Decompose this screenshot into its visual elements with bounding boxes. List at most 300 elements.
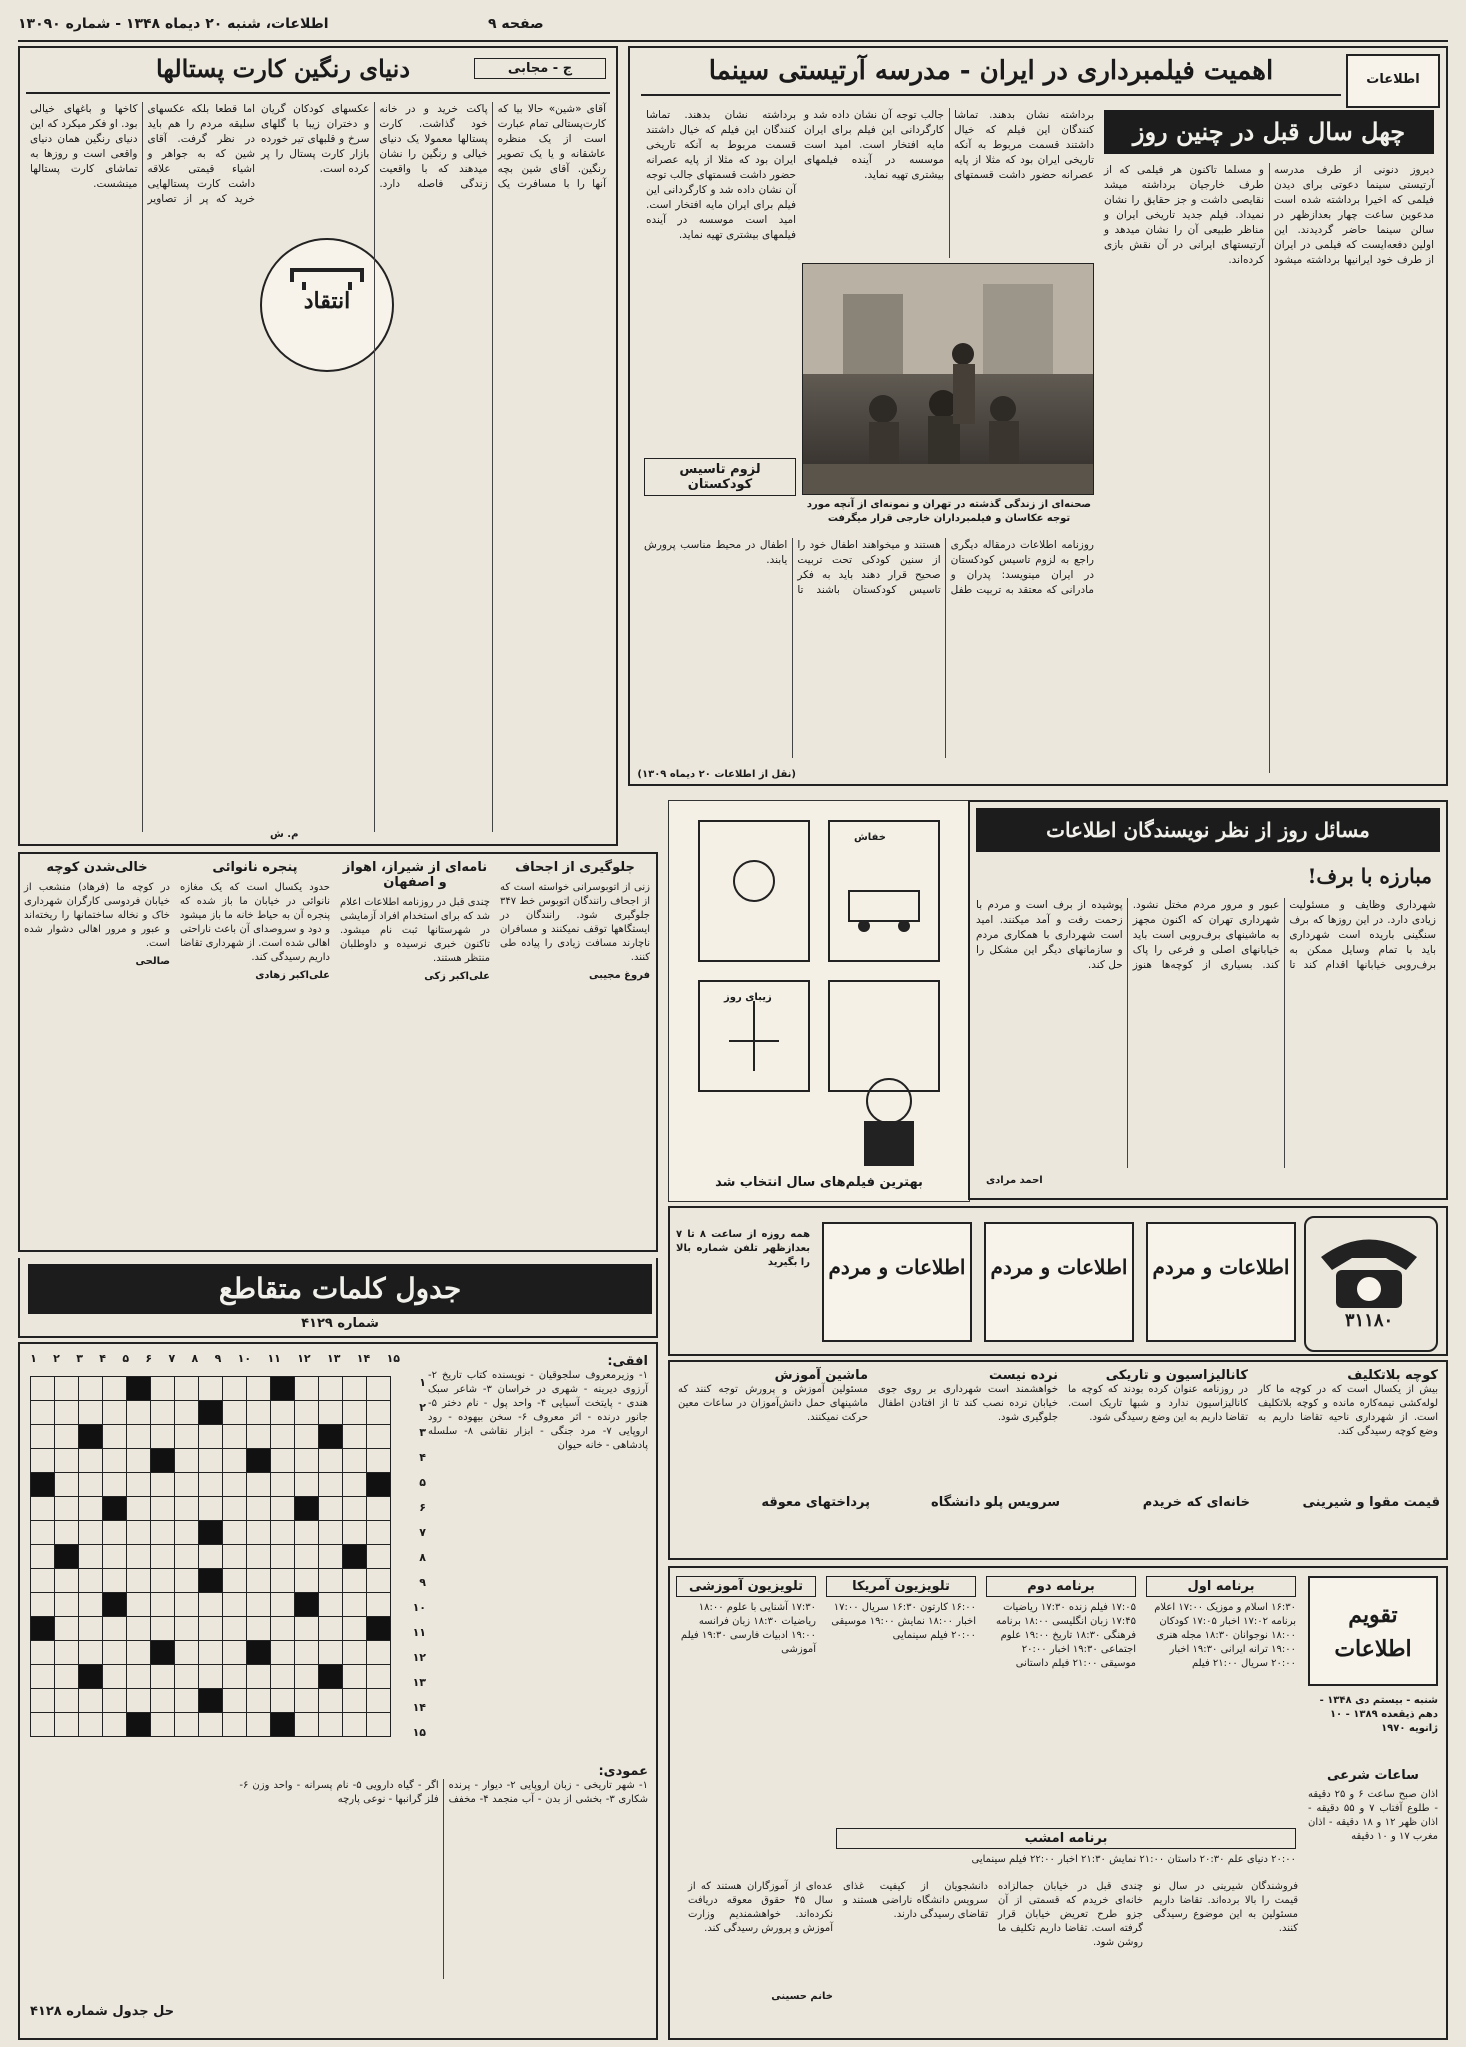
crossword-cell[interactable]	[295, 1521, 319, 1545]
crossword-cell[interactable]	[367, 1641, 391, 1665]
crossword-cell[interactable]	[127, 1473, 151, 1497]
ad-item-7-body: دانشجویان از کیفیت غذای سرویس دانشگاه ناراضی هستند و تقاضای رسیدگی دارند.	[843, 1881, 988, 1920]
crossword-cell[interactable]	[295, 1617, 319, 1641]
crossword-cell[interactable]	[199, 1377, 223, 1401]
crossword-cell[interactable]	[295, 1425, 319, 1449]
crossword-cell[interactable]	[271, 1425, 295, 1449]
crossword-cell[interactable]	[151, 1425, 175, 1449]
crossword-black-cell	[31, 1617, 55, 1641]
crossword-cell[interactable]	[31, 1545, 55, 1569]
crossword-cell[interactable]	[223, 1617, 247, 1641]
crossword-black-cell	[55, 1545, 79, 1569]
crossword-cell[interactable]	[127, 1401, 151, 1425]
crossword-cell[interactable]	[79, 1401, 103, 1425]
crossword-cell[interactable]	[103, 1641, 127, 1665]
crossword-cell[interactable]	[175, 1617, 199, 1641]
crossword-cell[interactable]	[223, 1665, 247, 1689]
crossword-cell[interactable]	[151, 1521, 175, 1545]
letter-4	[24, 860, 170, 1245]
crossword-cell[interactable]	[343, 1617, 367, 1641]
crossword-cell[interactable]	[103, 1521, 127, 1545]
crossword-cell[interactable]	[127, 1521, 151, 1545]
crossword-cell[interactable]	[343, 1641, 367, 1665]
crossword-cell[interactable]	[199, 1497, 223, 1521]
crossword-cell[interactable]	[79, 1617, 103, 1641]
crossword-cell[interactable]	[295, 1713, 319, 1737]
crossword-cell[interactable]	[79, 1545, 103, 1569]
crossword-cell[interactable]	[199, 1545, 223, 1569]
crossword-cell[interactable]	[319, 1641, 343, 1665]
crossword-cell[interactable]	[247, 1473, 271, 1497]
crossword-cell[interactable]	[271, 1545, 295, 1569]
tv-prog-1	[1146, 1576, 1296, 1671]
crossword-cell[interactable]	[127, 1569, 151, 1593]
crossword-cell[interactable]	[223, 1569, 247, 1593]
crossword-cell[interactable]	[367, 1401, 391, 1425]
crossword-cell[interactable]	[199, 1665, 223, 1689]
crossword-cell[interactable]	[55, 1521, 79, 1545]
crossword-cell[interactable]	[79, 1449, 103, 1473]
crossword-black-cell	[199, 1569, 223, 1593]
crossword-cell[interactable]	[103, 1689, 127, 1713]
ad-item-2-title: کانالیزاسیون و تاریکی	[1105, 1368, 1248, 1383]
crossword-cell[interactable]	[127, 1449, 151, 1473]
crossword-cell[interactable]	[175, 1425, 199, 1449]
crossword-cell[interactable]	[343, 1593, 367, 1617]
crossword-cell[interactable]	[223, 1473, 247, 1497]
crossword-cell[interactable]	[55, 1689, 79, 1713]
crossword-cell[interactable]	[103, 1569, 127, 1593]
crossword-cell[interactable]	[319, 1497, 343, 1521]
crossword-cell[interactable]	[319, 1449, 343, 1473]
ad-item-8-title: پرداختهای معوقه	[761, 1495, 870, 1510]
tv-prog-3	[826, 1576, 976, 1643]
col-number: ۱۲	[297, 1352, 311, 1365]
crossword-cell[interactable]	[343, 1449, 367, 1473]
letter-3	[180, 860, 330, 1245]
crossword-cell[interactable]	[127, 1425, 151, 1449]
solution-label: حل جدول شماره ۴۱۲۸	[30, 2004, 175, 2019]
letter-2-title: نامه‌ای از شیراز، اهواز و اصفهان	[342, 860, 488, 890]
letter-2-body: چندی قبل در روزنامه اطلاعات اعلام شد که برای استخدام افراد آزمایشی در شهرستانها ثبت نام میشود. تاکنون خبری نرسیده و داوطلبان منتظر هستند.	[340, 897, 490, 964]
source-note: (نقل از اطلاعات ۲۰ دیماه ۱۳۰۹)	[637, 769, 796, 780]
crossword-cell[interactable]	[55, 1425, 79, 1449]
letter-4-sign: صالحی	[135, 956, 170, 967]
crossword-cell[interactable]	[271, 1497, 295, 1521]
page-number: صفحه ۹	[488, 16, 544, 32]
problems-article	[968, 800, 1448, 1200]
crossword-cell[interactable]	[295, 1569, 319, 1593]
crossword-black-cell	[151, 1641, 175, 1665]
crossword-cell[interactable]	[151, 1497, 175, 1521]
tv-prog-2-title: برنامه دوم	[986, 1576, 1136, 1597]
crossword-cell[interactable]	[271, 1473, 295, 1497]
ad-item-2	[1068, 1368, 1248, 1425]
crossword-cell[interactable]	[295, 1689, 319, 1713]
crossword-cell[interactable]	[367, 1713, 391, 1737]
crossword-cell[interactable]	[151, 1569, 175, 1593]
ad-item-4	[678, 1368, 868, 1425]
crossword-cell[interactable]	[175, 1641, 199, 1665]
crossword-cell[interactable]	[319, 1545, 343, 1569]
banner-logo-3: اطلاعات و مردم	[822, 1222, 972, 1342]
crossword-cell[interactable]	[31, 1641, 55, 1665]
crossword-cell[interactable]	[295, 1545, 319, 1569]
letter-1-title: جلوگیری از اجحاف	[515, 860, 635, 875]
postcards-section: ج - مجابی	[474, 58, 606, 79]
crossword-cell[interactable]	[271, 1665, 295, 1689]
crossword-cell[interactable]	[247, 1425, 271, 1449]
crossword-cell[interactable]	[367, 1569, 391, 1593]
cinema-body-2: برداشته نشان بدهند. تماشا کنندگان این فیلم که خیال داشتند قسمت مربوط به آنکه تاریخی ایران بود که مثلا از پایه عصرانه حضور داشت قسمتهای جالب توجه آن نشان داده شد و کارگردانی این فیلم برای ایران مایه افتخار است. امید است موسسه در آینده فیلمهای بیشتری تهیه نماید.	[804, 109, 1094, 181]
col-number: ۴	[99, 1352, 106, 1365]
tv-prog-4	[676, 1576, 816, 1657]
crossword-cell[interactable]	[223, 1425, 247, 1449]
crossword-cell[interactable]	[319, 1593, 343, 1617]
crossword-cell[interactable]	[319, 1401, 343, 1425]
crossword-cell[interactable]	[367, 1545, 391, 1569]
crossword-cell[interactable]	[127, 1617, 151, 1641]
crossword-cell[interactable]	[55, 1401, 79, 1425]
crossword-cell[interactable]	[79, 1521, 103, 1545]
crossword-black-cell	[319, 1665, 343, 1689]
crossword-cell[interactable]	[79, 1641, 103, 1665]
crossword-cell[interactable]	[295, 1641, 319, 1665]
crossword-cell[interactable]	[367, 1377, 391, 1401]
ad-item-1-body: بیش از یکسال است که در کوچه ما کار لوله‌کشی نیمه‌کاره مانده و کوچه بلاتکلیف است. از شهرداری ناحیه تقاضا داریم به وضع کوچه رسیدگی کند.	[1258, 1384, 1438, 1437]
crossword-cell[interactable]	[31, 1449, 55, 1473]
crossword-cell[interactable]	[223, 1545, 247, 1569]
crossword-cell[interactable]	[175, 1713, 199, 1737]
crossword-cell[interactable]	[343, 1713, 367, 1737]
crossword-cell[interactable]	[295, 1449, 319, 1473]
crossword-cell[interactable]	[247, 1689, 271, 1713]
crossword-cell[interactable]	[271, 1593, 295, 1617]
row-number: ۶	[419, 1501, 426, 1514]
crossword-cell[interactable]	[367, 1449, 391, 1473]
ad-item-6-title: خانه‌ای که خریدم	[1142, 1495, 1250, 1510]
crossword-cell[interactable]	[295, 1473, 319, 1497]
letter-1	[500, 860, 650, 1245]
crossword-black-cell	[247, 1641, 271, 1665]
crossword-cell[interactable]	[55, 1569, 79, 1593]
crossword-cell[interactable]	[367, 1521, 391, 1545]
crossword-black-cell	[103, 1497, 127, 1521]
crossword-black-cell	[343, 1545, 367, 1569]
crossword-cell[interactable]	[319, 1617, 343, 1641]
crossword-cell[interactable]	[343, 1497, 367, 1521]
crossword-cell[interactable]	[79, 1473, 103, 1497]
crossword-cell[interactable]	[319, 1689, 343, 1713]
crossword-cell[interactable]	[271, 1569, 295, 1593]
crossword-cell[interactable]	[55, 1665, 79, 1689]
row-number: ۷	[419, 1526, 426, 1539]
crossword-cell[interactable]	[175, 1473, 199, 1497]
crossword-cell[interactable]	[271, 1641, 295, 1665]
ad-item-3	[878, 1368, 1058, 1425]
ad-item-4-body: مسئولین آموزش و پرورش توجه کنند که ماشینهای حمل دانش‌آموزان در ساعات معین حرکت نمیکنند.	[678, 1384, 868, 1423]
crossword-cell[interactable]	[319, 1377, 343, 1401]
letter-2	[340, 860, 490, 1245]
crossword	[18, 1342, 658, 2040]
row-number: ۱۰	[412, 1601, 426, 1614]
crossword-cell[interactable]	[247, 1617, 271, 1641]
ad-item-4-title: ماشین آموزش	[774, 1368, 868, 1383]
crossword-cell[interactable]	[367, 1689, 391, 1713]
crossword-header-box	[18, 1258, 658, 1338]
section-logo: اطلاعات	[1346, 54, 1440, 108]
crossword-cell[interactable]	[31, 1425, 55, 1449]
crossword-cell[interactable]	[343, 1665, 367, 1689]
crossword-cell[interactable]	[151, 1713, 175, 1737]
cinema-body-2b: برداشته نشان بدهند. تماشا کنندگان این فیلم که خیال داشتند قسمت مربوط به آنکه تاریخی ایران بود که مثلا از پایه عصرانه حضور داشت قسمتهای جالب توجه آن نشان داده شد و کارگردانی این فیلم برای ایران مایه افتخار است. امید است موسسه در آینده فیلمهای بیشتری تهیه نماید.	[646, 109, 796, 241]
crossword-cell[interactable]	[295, 1401, 319, 1425]
photo-caption: صحنه‌ای از زندگی گذشته در تهران و نمونه‌ای از آنچه مورد توجه عکاسان و فیلمبرداران خارجی قرار میگرفت	[806, 499, 1092, 524]
cinema-body-3: روزنامه اطلاعات درمقاله دیگری راجع به لزوم تاسیس کودکستان در ایران مینویسد: پدران و مادرانی که معتقد به تربیت طفل هستند و میخواهند اطفال خود را از سنین کودکی تحت تربیت صحیح قرار دهند باید به فکر تاسیس کودکستان باشند تا اطفال در محیط مناسب پرورش یابند.	[644, 539, 1094, 596]
crossword-black-cell	[79, 1665, 103, 1689]
crossword-cell[interactable]	[175, 1521, 199, 1545]
crossword-cell[interactable]	[55, 1617, 79, 1641]
col-number: ۱	[30, 1352, 37, 1365]
crossword-cell[interactable]	[151, 1593, 175, 1617]
crossword-black-cell	[151, 1449, 175, 1473]
crossword-cell[interactable]	[247, 1593, 271, 1617]
problems-sub: مبارزه با برف!	[1307, 864, 1432, 888]
crossword-cell[interactable]	[343, 1377, 367, 1401]
crossword-cell[interactable]	[223, 1641, 247, 1665]
crossword-cell[interactable]	[103, 1617, 127, 1641]
crossword-cell[interactable]	[103, 1401, 127, 1425]
crossword-cell[interactable]	[79, 1689, 103, 1713]
crossword-cell[interactable]	[151, 1473, 175, 1497]
crossword-grid[interactable]	[30, 1376, 391, 1737]
tv-prog-3-title: تلویزیون آمریکا	[826, 1576, 976, 1597]
row-number: ۳	[419, 1426, 426, 1439]
crossword-cell[interactable]	[127, 1665, 151, 1689]
crossword-cell[interactable]	[55, 1593, 79, 1617]
crossword-cell[interactable]	[175, 1497, 199, 1521]
crossword-cell[interactable]	[271, 1449, 295, 1473]
crossword-cell[interactable]	[31, 1569, 55, 1593]
col-number: ۸	[191, 1352, 199, 1365]
crossword-cell[interactable]	[223, 1713, 247, 1737]
crossword-cell[interactable]	[367, 1425, 391, 1449]
ad-item-7-title: سرویس پلو دانشگاه	[931, 1495, 1060, 1510]
letter-4-body: در کوچه ما (فرهاد) منشعب از خیابان فردوسی کارگران شهرداری خاک و نخاله ساختمانها را ریخته‌اند و عبور و مرور اهالی دشوار شده است.	[24, 882, 170, 949]
crossword-cell[interactable]	[31, 1521, 55, 1545]
crossword-cell[interactable]	[343, 1473, 367, 1497]
ad-item-8-sign: خانم حسینی	[771, 1991, 833, 2002]
crossword-cell[interactable]	[127, 1497, 151, 1521]
cartoon-sign-1: خفاش	[854, 832, 886, 843]
crossword-cell[interactable]	[103, 1377, 127, 1401]
crossword-cell[interactable]	[79, 1713, 103, 1737]
critique-label: انتقاد	[303, 288, 351, 314]
crossword-cell[interactable]	[103, 1449, 127, 1473]
forty-years-title: چهل سال قبل در چنین روز	[1104, 110, 1434, 154]
crossword-cell[interactable]	[247, 1545, 271, 1569]
phone-banner	[668, 1206, 1448, 1356]
row-number: ۱	[419, 1376, 426, 1389]
crossword-cell[interactable]	[247, 1497, 271, 1521]
col-number: ۶	[145, 1352, 153, 1365]
crossword-cell[interactable]	[223, 1689, 247, 1713]
crossword-cell[interactable]	[199, 1593, 223, 1617]
crossword-cell[interactable]	[151, 1617, 175, 1641]
calendar-date: شنبه - بیستم دی ۱۳۴۸ - دهم ذیقعده ۱۳۸۹ - ۱۰ ژانویه ۱۹۷۰	[1319, 1695, 1438, 1734]
crossword-cell[interactable]	[199, 1617, 223, 1641]
crossword-cell[interactable]	[247, 1521, 271, 1545]
crossword-cell[interactable]	[79, 1593, 103, 1617]
down-clues: ۱- شهر تاریخی - زبان اروپایی ۲- دیوار - پرنده شکاری ۳- بخشی از بدن - آب منجمد ۴- مخفف اگر - گیاه دارویی ۵- نام پسرانه - واحد وزن ۶- فلز گرانبها - نوعی پارچه	[239, 1780, 649, 1805]
crossword-cell[interactable]	[223, 1521, 247, 1545]
tv-prog-5	[836, 1828, 1296, 1867]
letters-section	[18, 852, 658, 1252]
postcards-article	[18, 46, 618, 846]
tv-prog-4-body: ۱۷:۳۰ آشنایی با علوم ۱۸:۰۰ ریاضیات ۱۸:۳۰ زبان فرانسه ۱۹:۰۰ ادبیات فارسی ۱۹:۳۰ فیلم آموزشی	[680, 1602, 816, 1655]
crossword-black-cell	[367, 1617, 391, 1641]
crossword-cell[interactable]	[175, 1689, 199, 1713]
crossword-cell[interactable]	[247, 1665, 271, 1689]
crossword-cell[interactable]	[103, 1473, 127, 1497]
ad-item-5-title: قیمت مقوا و شیرینی	[1302, 1495, 1440, 1510]
crossword-cell[interactable]	[55, 1473, 79, 1497]
crossword-cell[interactable]	[319, 1569, 343, 1593]
crossword-cell[interactable]	[271, 1521, 295, 1545]
col-number: ۹	[214, 1352, 222, 1365]
crossword-cell[interactable]	[199, 1473, 223, 1497]
crossword-cell[interactable]	[247, 1377, 271, 1401]
crossword-cell[interactable]	[319, 1713, 343, 1737]
crossword-cell[interactable]	[79, 1569, 103, 1593]
letter-4-title: خالی‌شدن کوچه	[46, 860, 148, 875]
crossword-cell[interactable]	[103, 1713, 127, 1737]
crossword-cell[interactable]	[31, 1713, 55, 1737]
crossword-cell[interactable]	[79, 1377, 103, 1401]
crossword-cell[interactable]	[55, 1713, 79, 1737]
cartoon-sign-2: زیبای روز	[724, 992, 772, 1003]
crossword-cell[interactable]	[31, 1665, 55, 1689]
crossword-cell[interactable]	[367, 1665, 391, 1689]
col-number: ۱۵	[386, 1352, 400, 1365]
letter-3-sign: علی‌اکبر زهادی	[255, 970, 330, 981]
crossword-cell[interactable]	[247, 1401, 271, 1425]
crossword-cell[interactable]	[175, 1401, 199, 1425]
crossword-cell[interactable]	[151, 1545, 175, 1569]
crossword-cell[interactable]	[31, 1401, 55, 1425]
row-number: ۲	[419, 1401, 426, 1414]
crossword-cell[interactable]	[223, 1377, 247, 1401]
crossword-cell[interactable]	[199, 1425, 223, 1449]
crossword-cell[interactable]	[247, 1569, 271, 1593]
crossword-cell[interactable]	[55, 1641, 79, 1665]
prayer-body: اذان صبح ساعت ۶ و ۲۵ دقیقه - طلوع آفتاب ۷ و ۵۵ دقیقه - اذان ظهر ۱۲ و ۱۸ دقیقه - اذان مغرب ۱۷ و ۱۰ دقیقه	[1308, 1789, 1439, 1842]
row-number: ۱۳	[412, 1676, 426, 1689]
crossword-cell[interactable]	[103, 1545, 127, 1569]
crossword-cell[interactable]	[271, 1689, 295, 1713]
crossword-number: شماره ۴۱۲۹	[301, 1316, 379, 1331]
crossword-cell[interactable]	[55, 1497, 79, 1521]
crossword-down	[30, 1764, 648, 1994]
issue-line: اطلاعات، شنبه ۲۰ دیماه ۱۳۴۸ - شماره ۱۳۰۹۰	[18, 16, 329, 32]
crossword-cell[interactable]	[319, 1473, 343, 1497]
crossword-cell[interactable]	[271, 1401, 295, 1425]
crossword-cell[interactable]	[223, 1401, 247, 1425]
crossword-cell[interactable]	[343, 1425, 367, 1449]
crossword-cell[interactable]	[175, 1665, 199, 1689]
crossword-cell[interactable]	[31, 1497, 55, 1521]
prayer-title: ساعات شرعی	[1327, 1768, 1419, 1783]
row-number: ۱۵	[412, 1726, 426, 1739]
crossword-cell[interactable]	[367, 1497, 391, 1521]
crossword-cell[interactable]	[31, 1593, 55, 1617]
crossword-cell[interactable]	[175, 1569, 199, 1593]
crossword-cell[interactable]	[127, 1641, 151, 1665]
crossword-cell[interactable]	[319, 1521, 343, 1545]
crossword-cell[interactable]	[343, 1521, 367, 1545]
crossword-cell[interactable]	[367, 1593, 391, 1617]
postcards-signature: م. ش	[270, 829, 299, 840]
crossword-cell[interactable]	[31, 1689, 55, 1713]
crossword-cell[interactable]	[151, 1401, 175, 1425]
crossword-black-cell	[295, 1497, 319, 1521]
ad-item-2-body: در روزنامه عنوان کرده بودند که کوچه ما کانالیزاسیون ندارد و شبها تاریک است. تقاضا داریم به این وضع رسیدگی شود.	[1068, 1384, 1248, 1423]
phone-items-bodies	[688, 1880, 1298, 2020]
tv-prog-3-body: ۱۶:۰۰ کارتون ۱۶:۳۰ سریال ۱۷:۰۰ اخبار ۱۸:۰۰ نمایش ۱۹:۰۰ موسیقی ۲۰:۰۰ فیلم سینمایی	[831, 1602, 976, 1641]
crossword-black-cell	[103, 1593, 127, 1617]
crossword-cell[interactable]	[55, 1377, 79, 1401]
crossword-cell[interactable]	[223, 1497, 247, 1521]
crossword-cell[interactable]	[103, 1665, 127, 1689]
crossword-cell[interactable]	[127, 1545, 151, 1569]
row-number: ۱۴	[412, 1701, 426, 1714]
crossword-cell[interactable]	[127, 1593, 151, 1617]
crossword-cell[interactable]	[223, 1593, 247, 1617]
ad-item-1	[1258, 1368, 1438, 1439]
crossword-cell[interactable]	[223, 1449, 247, 1473]
crossword-cell[interactable]	[247, 1713, 271, 1737]
crossword-cell[interactable]	[175, 1545, 199, 1569]
crossword-cell[interactable]	[271, 1617, 295, 1641]
crossword-cell[interactable]	[295, 1377, 319, 1401]
crossword-cell[interactable]	[175, 1593, 199, 1617]
banner-logo-2: اطلاعات و مردم	[984, 1222, 1134, 1342]
crossword-cell[interactable]	[295, 1665, 319, 1689]
cartoon	[668, 800, 970, 1202]
crossword-cell[interactable]	[199, 1641, 223, 1665]
crossword-cell[interactable]	[79, 1497, 103, 1521]
crossword-cell[interactable]	[343, 1689, 367, 1713]
crossword-cell[interactable]	[103, 1425, 127, 1449]
col-number: ۵	[122, 1352, 130, 1365]
col-number: ۱۰	[237, 1352, 252, 1365]
crossword-cell[interactable]	[31, 1377, 55, 1401]
phone-icon	[1304, 1216, 1438, 1352]
crossword-cell[interactable]	[343, 1569, 367, 1593]
crossword-cell[interactable]	[199, 1449, 223, 1473]
crossword-black-cell	[127, 1377, 151, 1401]
crossword-cell[interactable]	[55, 1449, 79, 1473]
crossword-cell[interactable]	[151, 1689, 175, 1713]
crossword-cell[interactable]	[175, 1449, 199, 1473]
crossword-cell[interactable]	[199, 1713, 223, 1737]
crossword-cell[interactable]	[151, 1665, 175, 1689]
crossword-cell[interactable]	[151, 1377, 175, 1401]
phone-items-row-2	[688, 1495, 1448, 1555]
crossword-cell[interactable]	[127, 1689, 151, 1713]
crossword-cell[interactable]	[343, 1401, 367, 1425]
crossword-cell[interactable]	[175, 1377, 199, 1401]
